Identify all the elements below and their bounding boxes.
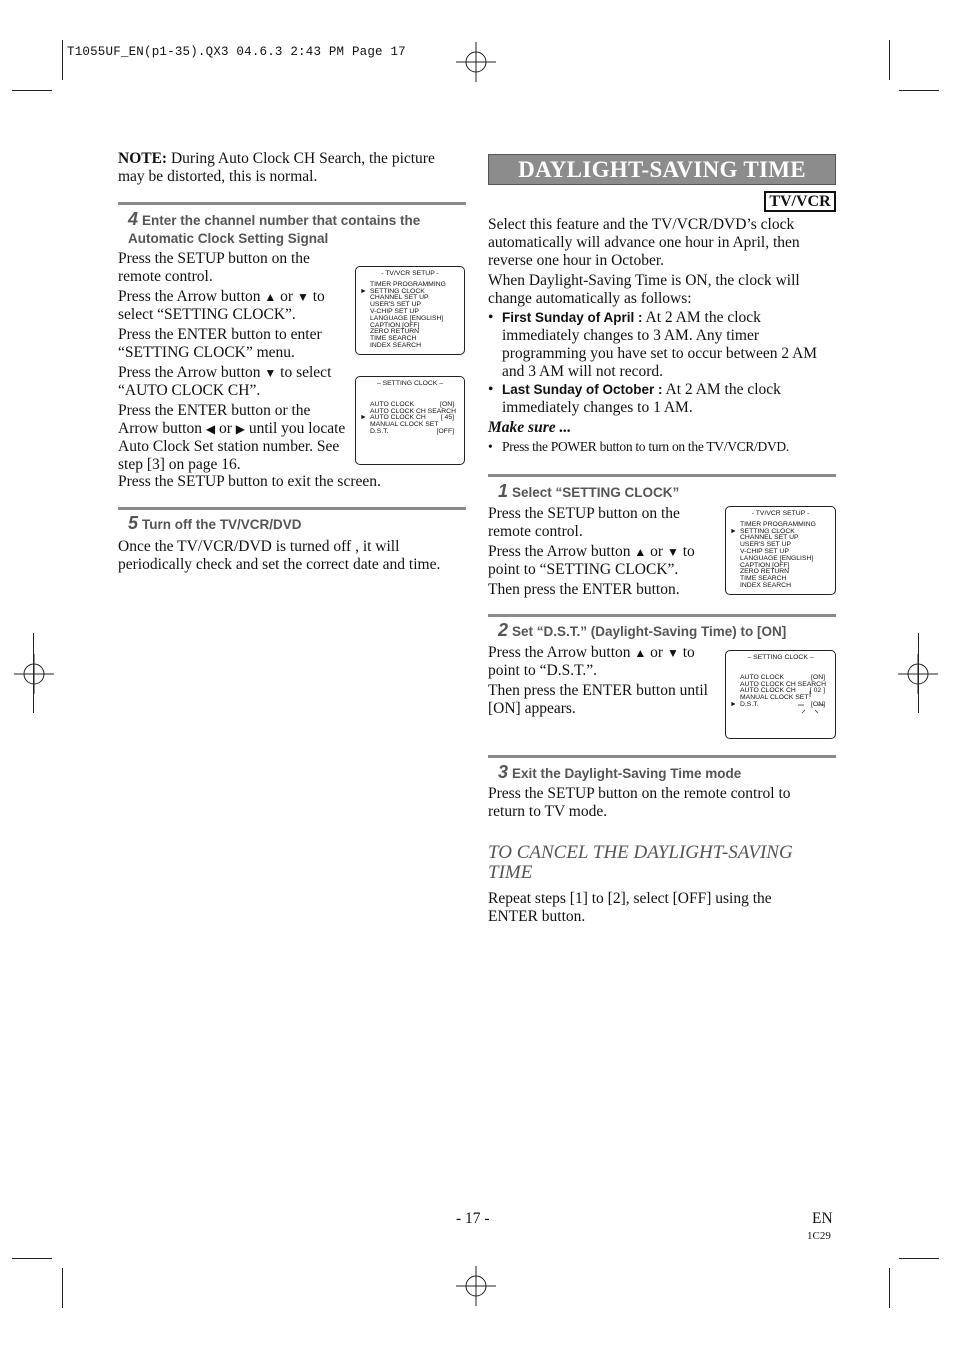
osd-item: CAPTION [OFF] (740, 561, 790, 569)
osd-item: ZERO RETURN (370, 328, 420, 336)
pointer-icon: ► (730, 527, 737, 535)
osd-setting-clock (355, 376, 465, 465)
paragraph: When Daylight-Saving Time is ON, the clock will change automatically as follows: (488, 272, 800, 307)
osd-item: AUTO CLOCK CH [ 02 ] (740, 687, 825, 695)
divider (118, 202, 466, 205)
bullet-icon: • (488, 309, 494, 326)
osd-item: TIME SEARCH (740, 575, 787, 583)
step-number: 1 (498, 481, 509, 501)
osd-tvvcr-setup (725, 506, 836, 595)
pointer-icon: ► (360, 414, 367, 422)
osd-item: CAPTION [OFF] (370, 321, 420, 329)
note-label: NOTE: (118, 150, 168, 167)
osd-item: CHANNEL SET UP (370, 294, 429, 302)
make-sure-item: • Press the POWER button to turn on the TV/VCR/DVD. (488, 439, 789, 454)
divider (488, 614, 836, 617)
osd-title: - TV/VCR SETUP - (381, 270, 439, 277)
paragraph: Press the ENTER button to enter “SETTING CLOCK” menu. (118, 326, 322, 361)
osd-item: LANGUAGE [ENGLISH] (370, 314, 444, 322)
osd-title: – SETTING CLOCK – (747, 654, 814, 661)
paragraph: Press the SETUP button on the remote control to return to TV mode. (488, 785, 791, 820)
registration-mark-icon (456, 1266, 496, 1306)
crop-mark (12, 90, 52, 91)
osd-item: V-CHIP SET UP (740, 547, 789, 555)
make-sure-heading: Make sure ... (488, 419, 572, 436)
step-number: 2 (498, 620, 509, 640)
down-arrow-icon: ▼ (666, 545, 679, 559)
doc-code: 1C29 (807, 1230, 831, 1242)
bullet-item: • First Sunday of April : At 2 AM the clock immediately changes to 3 AM. Any timer programming you have set to occur between 2 AM and 3 AM will not record. (488, 309, 818, 380)
step-4-heading: 4 Enter the channel number that contains the Automatic Clock Setting Signal (128, 209, 421, 246)
page-number: - 17 - (456, 1210, 490, 1227)
osd-item: V-CHIP SET UP (370, 307, 419, 315)
osd-item-selected: ► SETTING CLOCK (360, 287, 425, 295)
osd-item: USER'S SET UP (740, 541, 792, 549)
pointer-icon: ► (360, 287, 367, 295)
osd-item: TIMER PROGRAMMING (740, 520, 816, 528)
osd-item: INDEX SEARCH (740, 581, 791, 589)
crop-mark (918, 633, 919, 713)
language-code: EN (812, 1210, 833, 1227)
intro (488, 216, 828, 308)
osd-item: USER'S SET UP (370, 301, 422, 309)
osd-item: ZERO RETURN (740, 568, 790, 576)
mode-badge: TV/VCR (764, 191, 836, 212)
page-title: DAYLIGHT-SAVING TIME (488, 154, 836, 185)
divider (488, 474, 836, 477)
crop-mark (12, 1258, 52, 1259)
pointer-icon: ► (730, 700, 737, 708)
down-arrow-icon: ▼ (666, 646, 679, 660)
up-arrow-icon: ▲ (634, 646, 647, 660)
osd-title: – SETTING CLOCK – (376, 380, 444, 387)
note (118, 150, 464, 186)
osd-item: INDEX SEARCH (370, 341, 421, 349)
paragraph: Press the ENTER button or the Arrow button ◀ or ▶ until you locate Auto Clock Set station number. See step [3] on page 16. (118, 402, 346, 473)
paragraph: Once the TV/VCR/DVD is turned off , it will periodically check and set the correct date and time. (118, 538, 441, 573)
paragraph: Repeat steps [1] to [2], select [OFF] using the ENTER button. (488, 890, 772, 925)
osd-item: TIMER PROGRAMMING (370, 280, 446, 288)
osd-item: LANGUAGE [ENGLISH] (740, 554, 814, 562)
bullet-icon: • (488, 439, 493, 454)
osd-item: AUTO CLOCK CH SEARCH (740, 680, 826, 688)
crop-mark (899, 90, 939, 91)
crop-mark (33, 633, 34, 713)
right-arrow-icon: ▶ (235, 422, 245, 436)
crop-mark (899, 1258, 939, 1259)
registration-mark-icon (14, 654, 54, 694)
blink-indicator-icon (790, 689, 830, 719)
step-number: 3 (498, 762, 509, 782)
step-1-heading: 1 Select “SETTING CLOCK” (498, 481, 680, 501)
step-5-heading: 5 Turn off the TV/VCR/DVD (128, 513, 302, 533)
step-3-heading: 3 Exit the Daylight-Saving Time mode (498, 762, 742, 782)
osd-item-selected: ► D.S.T. [ON] (730, 700, 825, 708)
osd-title: - TV/VCR SETUP - (751, 510, 810, 517)
step-4-text-a (118, 250, 350, 474)
osd-item: AUTO CLOCK CH SEARCH (370, 407, 456, 415)
osd-item-selected: ► AUTO CLOCK CH [ 45] (360, 414, 454, 422)
divider (488, 755, 836, 758)
print-slug: T1055UF_EN(p1-35).QX3 04.6.3 2:43 PM Page 17 (67, 45, 406, 59)
osd-item-selected: ► SETTING CLOCK (730, 527, 795, 535)
note-text: During Auto Clock CH Search, the picture may be distorted, this is normal. (118, 150, 435, 185)
paragraph: Press the Arrow button ▲ or ▼ to select “SETTING CLOCK”. (118, 288, 325, 323)
step-2-text: Press the Arrow button ▲ or ▼ to point to “D.S.T.”. Then press the ENTER button until [ON] appears. (488, 644, 708, 717)
paragraph: Select this feature and the TV/VCR/DVD’s clock automatically will advance one hour in April, then reverse one hour in October. (488, 216, 800, 269)
step-1-text: Press the SETUP button on the remote control. Press the Arrow button ▲ or ▼ to point to “SETTING CLOCK”. Then press the ENTER button. (488, 505, 695, 598)
up-arrow-icon: ▲ (264, 290, 277, 304)
paragraph: Press the SETUP button on the remote control. (118, 250, 310, 285)
crop-mark (889, 40, 890, 80)
registration-mark-icon (456, 42, 496, 82)
step-number: 5 (128, 513, 139, 533)
crop-mark (62, 1268, 63, 1308)
left-arrow-icon: ◀ (205, 422, 216, 436)
osd-item: D.S.T. [OFF] (370, 427, 454, 435)
bullet-item: • Last Sunday of October : At 2 AM the clock immediately changes to 1 AM. (488, 381, 781, 416)
paragraph: Press the Arrow button ▼ to select “AUTO CLOCK CH”. (118, 364, 332, 399)
paragraph: Press the SETUP button to exit the screen. (118, 473, 381, 490)
up-arrow-icon: ▲ (634, 545, 647, 559)
step-number: 4 (128, 209, 139, 229)
crop-mark (889, 1268, 890, 1308)
osd-item: TIME SEARCH (370, 335, 417, 343)
crop-mark (62, 40, 63, 80)
divider (118, 507, 466, 510)
osd-item: AUTO CLOCK [ON] (370, 400, 454, 408)
osd-item: CHANNEL SET UP (740, 534, 799, 542)
step-2-heading: 2 Set “D.S.T.” (Daylight-Saving Time) to [ON] (498, 620, 787, 640)
osd-item: MANUAL CLOCK SET (370, 421, 439, 429)
osd-setting-clock-dst (725, 650, 836, 739)
osd-item: MANUAL CLOCK SET (740, 694, 809, 702)
osd-item: AUTO CLOCK [ON] (740, 673, 825, 681)
cancel-heading: TO CANCEL THE DAYLIGHT-SAVING TIME (488, 842, 793, 883)
down-arrow-icon: ▼ (296, 290, 309, 304)
osd-tvvcr-setup (355, 266, 465, 355)
bullet-icon: • (488, 381, 494, 398)
down-arrow-icon: ▼ (264, 366, 277, 380)
